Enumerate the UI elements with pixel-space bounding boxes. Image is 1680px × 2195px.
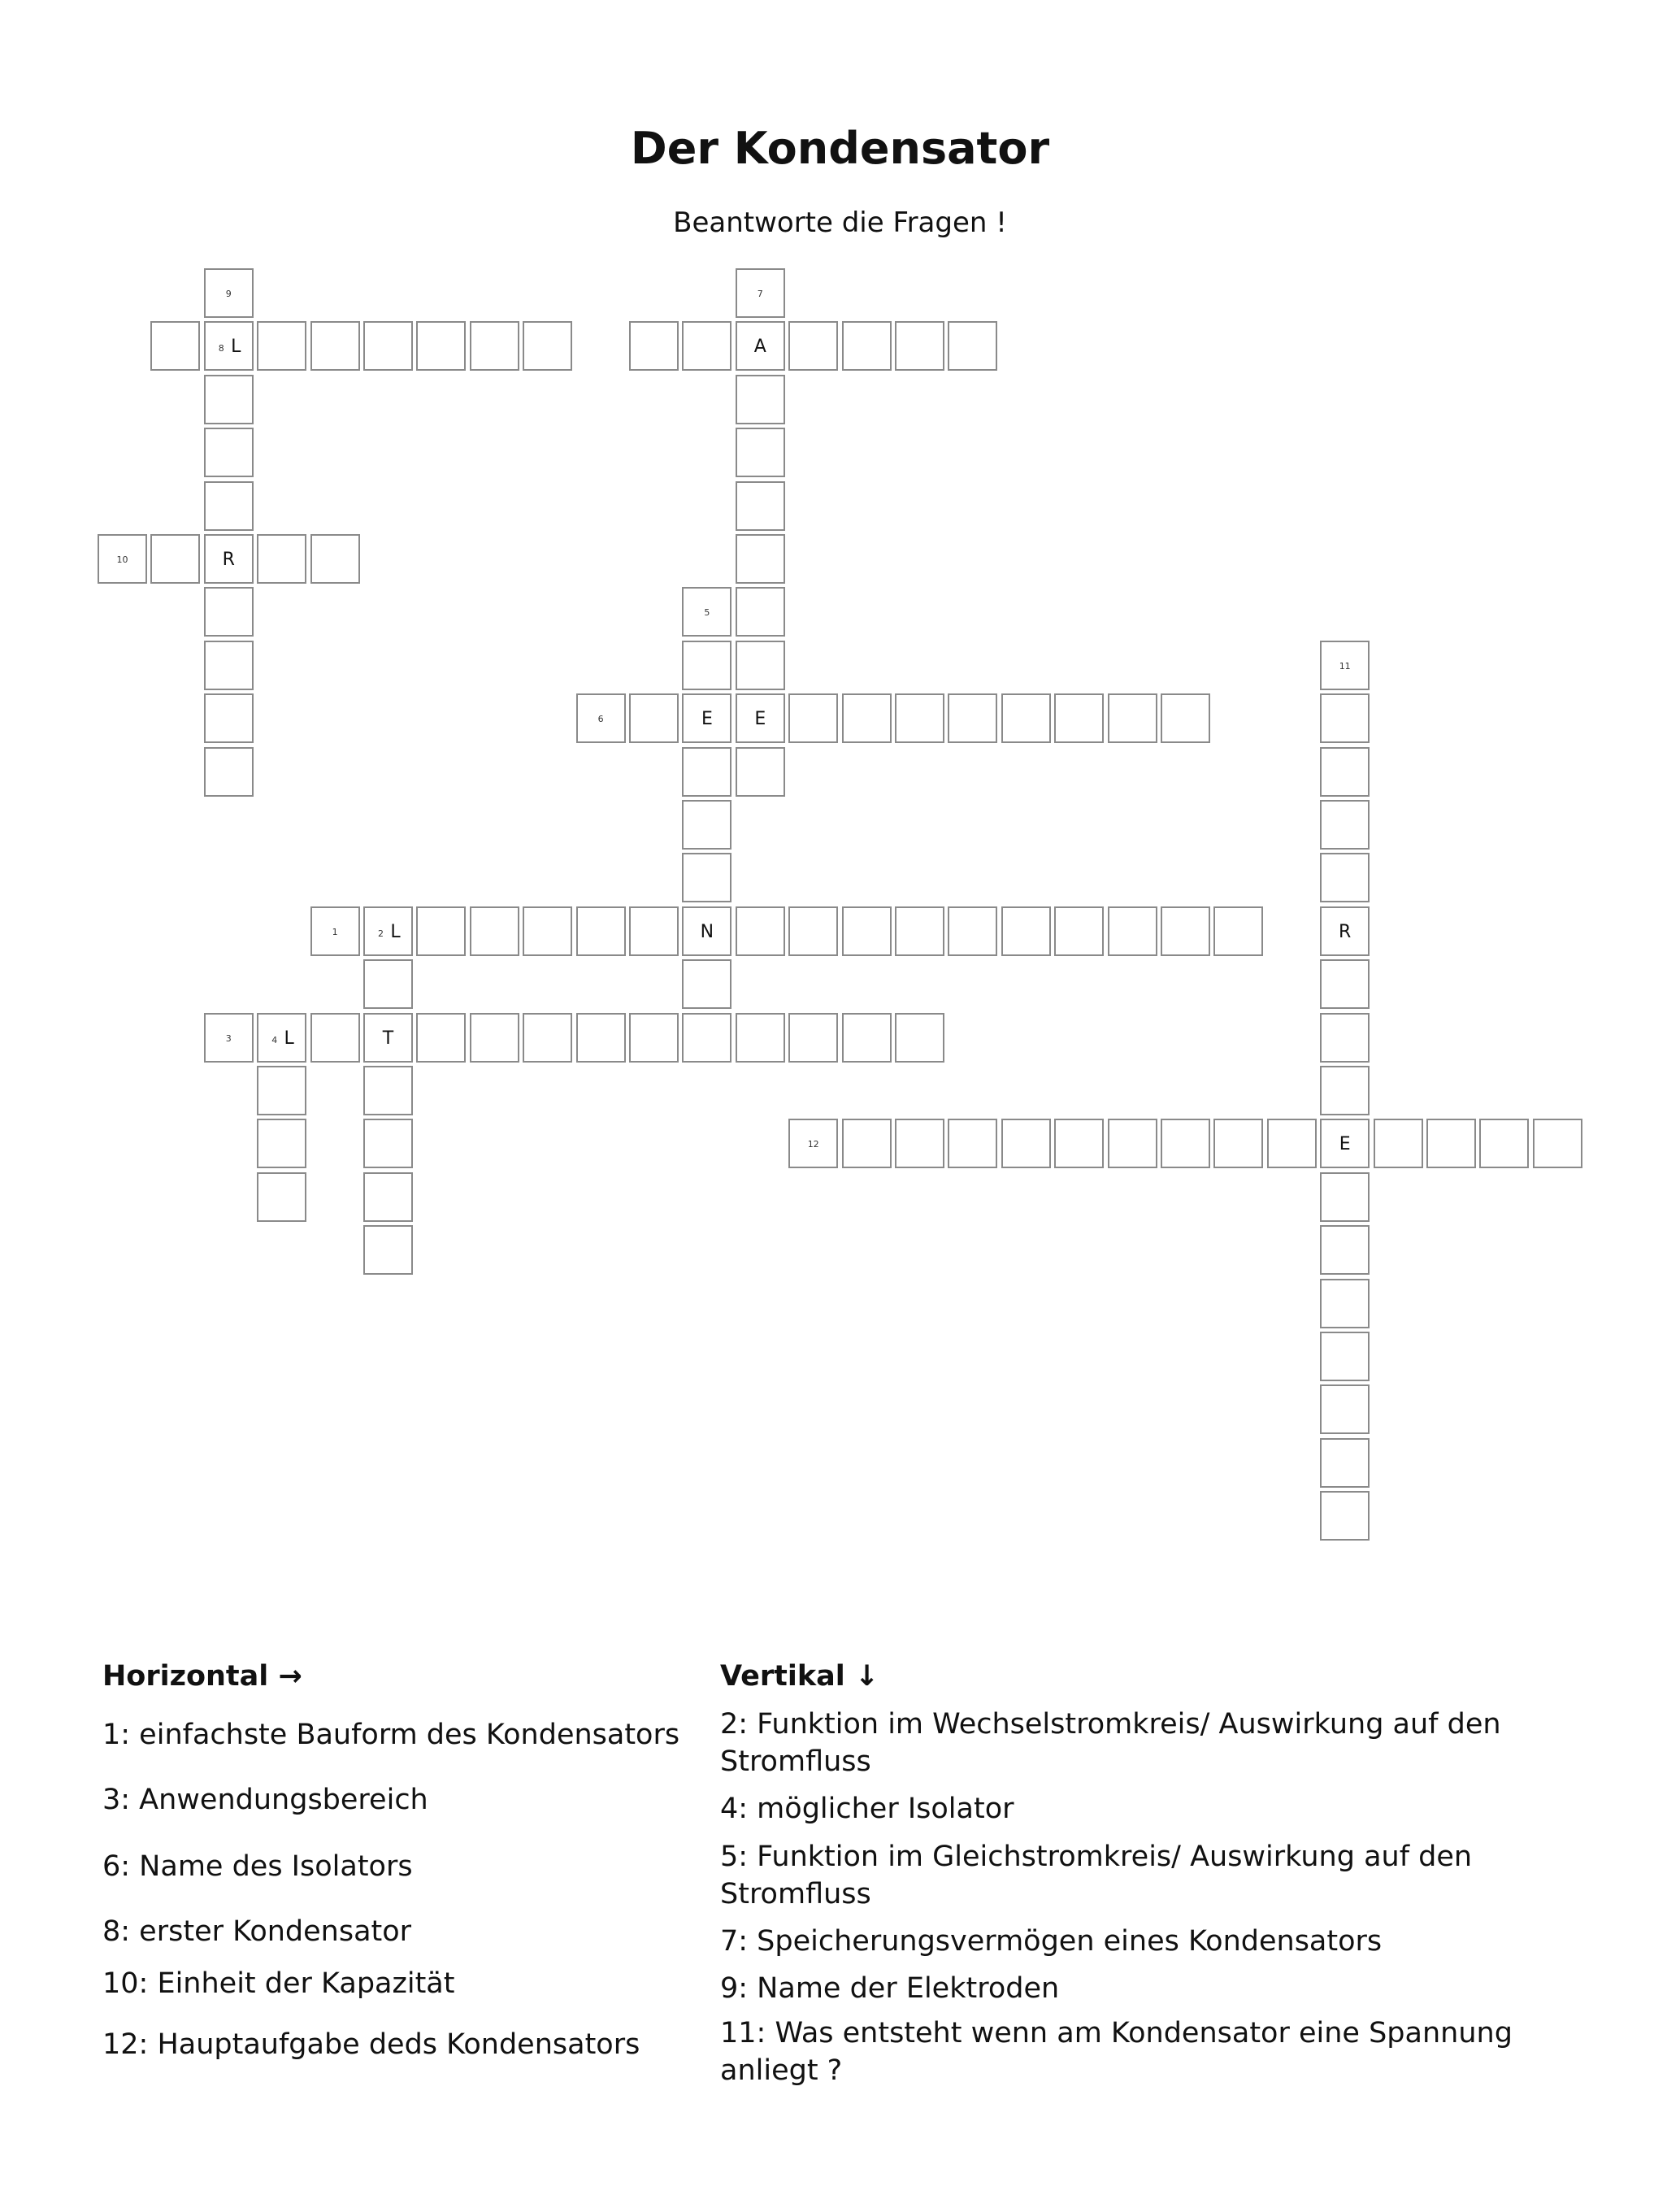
crossword-cell[interactable] xyxy=(1001,906,1051,956)
crossword-cell[interactable] xyxy=(310,906,360,956)
crossword-cell[interactable] xyxy=(948,1119,997,1168)
crossword-cell[interactable] xyxy=(363,1013,413,1063)
crossword-cell[interactable] xyxy=(736,321,785,371)
crossword-cell[interactable] xyxy=(470,321,519,371)
clue-item: 4: möglicher Isolator xyxy=(720,1793,1014,1825)
given-letter: R xyxy=(222,550,235,570)
clue-number: 10 xyxy=(116,554,128,565)
crossword-cell[interactable] xyxy=(523,906,572,956)
crossword-cell[interactable] xyxy=(682,800,731,850)
clue-item: 6: Name des Isolators xyxy=(102,1850,413,1883)
crossword-cell[interactable] xyxy=(842,1119,892,1168)
crossword-cell[interactable] xyxy=(788,906,838,956)
crossword-cell[interactable] xyxy=(1001,1119,1051,1168)
crossword-cell[interactable] xyxy=(1320,800,1370,850)
crossword-cell[interactable] xyxy=(363,906,413,956)
crossword-cell[interactable] xyxy=(363,959,413,1009)
crossword-cell[interactable] xyxy=(736,428,785,477)
clue-number: 4 xyxy=(271,1034,278,1045)
crossword-cell[interactable] xyxy=(682,693,731,743)
crossword-cell[interactable] xyxy=(310,321,360,371)
crossword-cell[interactable] xyxy=(204,693,254,743)
crossword-cell[interactable] xyxy=(310,1013,360,1063)
crossword-cell[interactable] xyxy=(895,1119,944,1168)
given-letter: L xyxy=(390,921,401,942)
crossword-cell[interactable] xyxy=(257,321,306,371)
crossword-cell[interactable] xyxy=(1320,1491,1370,1541)
crossword-cell[interactable] xyxy=(1320,1279,1370,1328)
given-letter: R xyxy=(1339,921,1352,942)
crossword-cell[interactable] xyxy=(1161,1119,1210,1168)
crossword-cell[interactable] xyxy=(1320,1438,1370,1488)
crossword-cell[interactable] xyxy=(363,1066,413,1115)
crossword-cell[interactable] xyxy=(788,321,838,371)
crossword-cell[interactable] xyxy=(736,375,785,424)
crossword-cell[interactable] xyxy=(736,534,785,584)
crossword-cell[interactable] xyxy=(682,1013,731,1063)
clues-vertical xyxy=(720,1658,1533,2093)
crossword-cell[interactable] xyxy=(1320,906,1370,956)
crossword-cell[interactable] xyxy=(629,1013,679,1063)
crossword-cell[interactable] xyxy=(257,534,306,584)
crossword-cell[interactable] xyxy=(842,693,892,743)
given-letter: T xyxy=(382,1028,394,1049)
crossword-cell[interactable] xyxy=(948,906,997,956)
clue-item: 5: Funktion im Gleichstromkreis/ Auswirkung auf den Stromfluss xyxy=(720,1841,1473,1910)
crossword-cell[interactable] xyxy=(1320,1384,1370,1434)
crossword-cell[interactable] xyxy=(895,1013,944,1063)
crossword-cell[interactable] xyxy=(736,481,785,531)
clue-number: 12 xyxy=(807,1139,819,1150)
clue-item: 11: Was entsteht wenn am Kondensator eine Spannung anliegt ? xyxy=(720,2017,1513,2087)
crossword-cell[interactable] xyxy=(257,1119,306,1168)
worksheet-instruction: Beantworte die Fragen ! xyxy=(673,206,1007,239)
crossword-cell[interactable] xyxy=(1320,1119,1370,1168)
crossword-cell[interactable] xyxy=(310,534,360,584)
crossword-cell[interactable] xyxy=(682,853,731,902)
clue-item: 2: Funktion im Wechselstromkreis/ Auswirkung auf den Stromfluss xyxy=(720,1708,1501,1778)
clue-number: 8 xyxy=(218,343,224,354)
crossword-cell[interactable] xyxy=(1108,1119,1157,1168)
clue-item: 3: Anwendungsbereich xyxy=(102,1784,428,1816)
crossword-cell[interactable] xyxy=(629,321,679,371)
crossword-cell[interactable] xyxy=(1426,1119,1476,1168)
crossword-cell[interactable] xyxy=(150,321,200,371)
given-letter: E xyxy=(1339,1134,1351,1155)
crossword-cell[interactable] xyxy=(204,428,254,477)
crossword-cell[interactable] xyxy=(470,906,519,956)
crossword-cell[interactable] xyxy=(523,321,572,371)
clue-number: 6 xyxy=(597,714,604,725)
crossword-cell[interactable] xyxy=(682,747,731,797)
crossword-cell[interactable] xyxy=(895,906,944,956)
crossword-cell[interactable] xyxy=(1320,1066,1370,1115)
crossword-cell[interactable] xyxy=(842,321,892,371)
crossword-cell[interactable] xyxy=(736,1013,785,1063)
clue-number: 9 xyxy=(225,289,232,299)
crossword-cell[interactable] xyxy=(629,693,679,743)
crossword-cell[interactable] xyxy=(682,321,731,371)
crossword-cell[interactable] xyxy=(1320,641,1370,690)
crossword-cell[interactable] xyxy=(576,1013,626,1063)
crossword-cell[interactable] xyxy=(204,747,254,797)
crossword-cell[interactable] xyxy=(257,1013,306,1063)
crossword-cell[interactable] xyxy=(204,587,254,637)
crossword-cell[interactable] xyxy=(257,1066,306,1115)
clue-number: 7 xyxy=(757,289,763,299)
clue-number: 3 xyxy=(225,1032,232,1044)
crossword-cell[interactable] xyxy=(1213,906,1263,956)
crossword-cell[interactable] xyxy=(895,321,944,371)
crossword-cell[interactable] xyxy=(682,959,731,1009)
clue-item: 12: Hauptaufgabe deds Kondensators xyxy=(102,2028,640,2061)
clue-item: 10: Einheit der Kapazität xyxy=(102,1967,455,2000)
crossword-cell[interactable] xyxy=(736,747,785,797)
crossword-cell[interactable] xyxy=(1161,906,1210,956)
crossword-cell[interactable] xyxy=(363,1119,413,1168)
clue-number: 1 xyxy=(332,926,338,937)
crossword-cell[interactable] xyxy=(204,375,254,424)
clue-item: 9: Name der Elektroden xyxy=(720,1972,1060,2005)
crossword-cell[interactable] xyxy=(1533,1119,1582,1168)
crossword-cell[interactable] xyxy=(204,321,254,371)
crossword-cell[interactable] xyxy=(1054,1119,1104,1168)
clue-number: 11 xyxy=(1339,660,1351,672)
clue-item: 8: erster Kondensator xyxy=(102,1915,412,1948)
crossword-cell[interactable] xyxy=(363,1172,413,1222)
crossword-cell[interactable] xyxy=(736,641,785,690)
crossword-cell[interactable] xyxy=(948,693,997,743)
crossword-cell[interactable] xyxy=(1108,693,1157,743)
given-letter: E xyxy=(754,709,766,730)
crossword-cell[interactable] xyxy=(629,906,679,956)
given-letter: L xyxy=(284,1028,294,1049)
crossword-cell[interactable] xyxy=(416,321,466,371)
given-letter: A xyxy=(753,337,766,358)
crossword-cell[interactable] xyxy=(523,1013,572,1063)
crossword-cell[interactable] xyxy=(1320,693,1370,743)
crossword-cell[interactable] xyxy=(1320,853,1370,902)
clue-number: 2 xyxy=(378,928,384,939)
crossword-cell[interactable] xyxy=(416,1013,466,1063)
crossword-cell[interactable] xyxy=(788,1013,838,1063)
crossword-cell[interactable] xyxy=(576,906,626,956)
crossword-cell[interactable] xyxy=(1161,693,1210,743)
crossword-cell[interactable] xyxy=(1054,906,1104,956)
clues-horizontal-heading: Horizontal → xyxy=(102,1660,302,1693)
crossword-cell[interactable] xyxy=(1320,747,1370,797)
crossword-cell[interactable] xyxy=(1267,1119,1317,1168)
clues-vertical-heading: Vertikal ↓ xyxy=(720,1660,879,1693)
crossword-cell[interactable] xyxy=(842,906,892,956)
crossword-cell[interactable] xyxy=(948,321,997,371)
crossword-cell[interactable] xyxy=(204,268,254,318)
crossword-cell[interactable] xyxy=(1320,1013,1370,1063)
crossword-cell[interactable] xyxy=(1108,906,1157,956)
clue-number: 5 xyxy=(704,607,710,619)
crossword-cell[interactable] xyxy=(204,481,254,531)
crossword-cell[interactable] xyxy=(1320,959,1370,1009)
crossword-cell[interactable] xyxy=(1374,1119,1423,1168)
crossword-cell[interactable] xyxy=(363,1225,413,1275)
crossword-cell[interactable] xyxy=(204,534,254,584)
worksheet-title: Der Kondensator xyxy=(630,123,1050,174)
crossword-cell[interactable] xyxy=(150,534,200,584)
crossword-cell[interactable] xyxy=(682,906,731,956)
crossword-cell[interactable] xyxy=(204,641,254,690)
crossword-cell[interactable] xyxy=(1479,1119,1529,1168)
crossword-cell[interactable] xyxy=(257,1172,306,1222)
crossword-cell[interactable] xyxy=(736,693,785,743)
crossword-cell[interactable] xyxy=(736,906,785,956)
crossword-cell[interactable] xyxy=(895,693,944,743)
given-letter: L xyxy=(231,337,241,358)
crossword-cell[interactable] xyxy=(98,534,147,584)
crossword-cell[interactable] xyxy=(788,1119,838,1168)
given-letter: E xyxy=(701,709,713,730)
crossword-cell[interactable] xyxy=(682,587,731,637)
crossword-cell[interactable] xyxy=(842,1013,892,1063)
crossword-cell[interactable] xyxy=(1320,1172,1370,1222)
crossword-cell[interactable] xyxy=(576,693,626,743)
clue-item: 7: Speicherungsvermögen eines Kondensators xyxy=(720,1925,1383,1958)
given-letter: N xyxy=(700,921,714,942)
crossword-cell[interactable] xyxy=(682,641,731,690)
crossword-cell[interactable] xyxy=(204,1013,254,1063)
crossword-cell[interactable] xyxy=(1320,1332,1370,1381)
crossword-cell[interactable] xyxy=(1001,693,1051,743)
crossword-cell[interactable] xyxy=(788,693,838,743)
crossword-cell[interactable] xyxy=(1320,1225,1370,1275)
crossword-cell[interactable] xyxy=(416,906,466,956)
crossword-cell[interactable] xyxy=(363,321,413,371)
clue-item: 1: einfachste Bauform des Kondensators xyxy=(102,1719,680,1751)
crossword-cell[interactable] xyxy=(1054,693,1104,743)
crossword-cell[interactable] xyxy=(736,268,785,318)
crossword-cell[interactable] xyxy=(470,1013,519,1063)
crossword-cell[interactable] xyxy=(736,587,785,637)
crossword-cell[interactable] xyxy=(1213,1119,1263,1168)
